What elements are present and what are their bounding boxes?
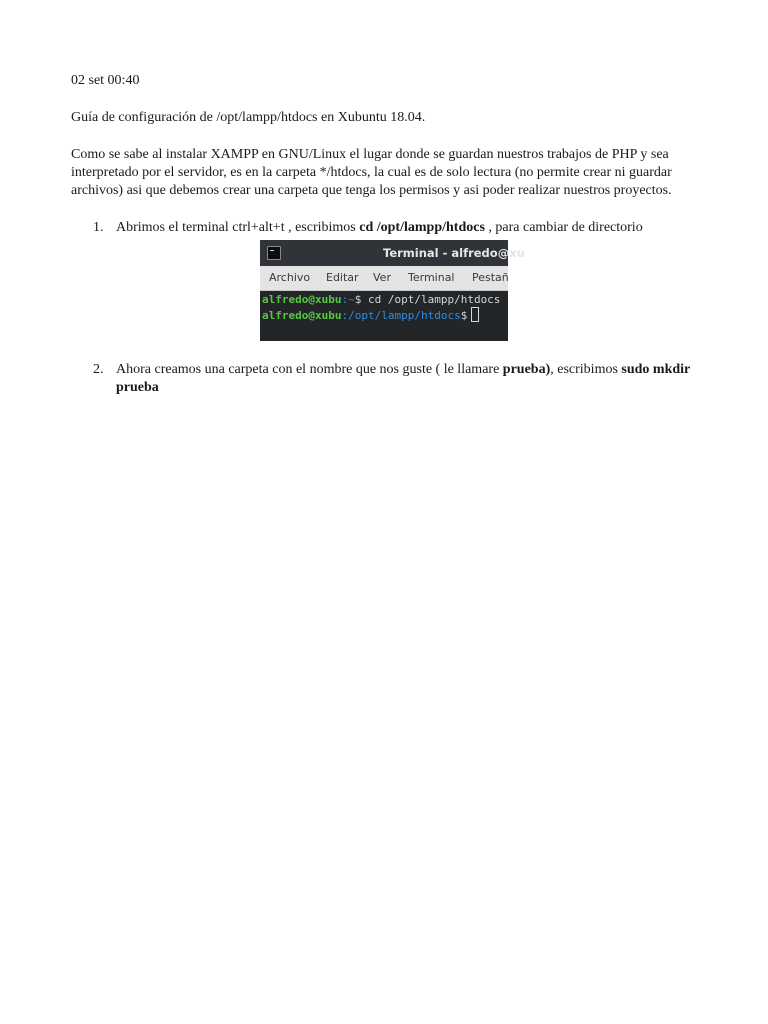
terminal-menubar xyxy=(260,266,508,291)
menu-item-archivo: Archivo xyxy=(269,271,311,284)
terminal-body xyxy=(260,291,508,323)
terminal-icon xyxy=(267,246,281,260)
list-item xyxy=(71,219,695,341)
step-text: Abrimos el terminal ctrl+alt+t , escribimos xyxy=(116,220,360,235)
terminal-line xyxy=(262,292,508,307)
terminal-path: :~ xyxy=(341,293,355,306)
terminal-line xyxy=(262,307,508,323)
list-item xyxy=(71,361,695,397)
terminal-cursor xyxy=(471,307,479,322)
terminal-titlebar xyxy=(260,240,525,266)
step-text: , para cambiar de directorio xyxy=(484,220,643,235)
step-command: sudo mkdir prueba xyxy=(116,362,691,395)
terminal-prompt: $ xyxy=(460,309,468,322)
terminal-title: Terminal - alfredo@xu xyxy=(383,246,525,260)
step-bold-name: prueba) xyxy=(502,362,551,377)
terminal-user: alfredo@xubu xyxy=(262,309,342,322)
step-number: 1. xyxy=(93,220,104,235)
menu-item-terminal: Terminal xyxy=(408,271,455,284)
intro-paragraph: Como se sabe al instalar XAMPP en GNU/Linux el lugar donde se guardan nuestros trabajos de PHP y sea interpretado por el servidor, es en la carpeta */htdocs, la cual es de solo lectura (no permite crear ni guardar archivos) asi que debemos crear una carpeta que tenga los permisos y asi poder realizar nuestros proyectos. xyxy=(71,147,672,198)
menu-item-pestanas: Pestañ xyxy=(472,271,509,284)
steps-list xyxy=(71,219,695,397)
terminal-user: alfredo@xubu xyxy=(262,293,342,306)
step-command: cd /opt/lampp/htdocs xyxy=(359,220,485,235)
document-page xyxy=(71,72,695,397)
terminal-screenshot xyxy=(260,240,525,341)
document-title: Guía de configuración de /opt/lampp/htdocs en Xubuntu 18.04. xyxy=(71,110,426,125)
menu-item-editar: Editar xyxy=(326,271,359,284)
step-text: , escribimos xyxy=(550,362,622,377)
document-date: 02 set 00:40 xyxy=(71,73,140,88)
menu-item-ver: Ver xyxy=(373,271,391,284)
step-text: Ahora creamos una carpeta con el nombre que nos guste ( le llamare xyxy=(116,362,503,377)
terminal-command: $ cd /opt/lampp/htdocs xyxy=(354,293,501,306)
terminal-path: :/opt/lampp/htdocs xyxy=(341,309,461,322)
step-number: 2. xyxy=(93,362,104,377)
